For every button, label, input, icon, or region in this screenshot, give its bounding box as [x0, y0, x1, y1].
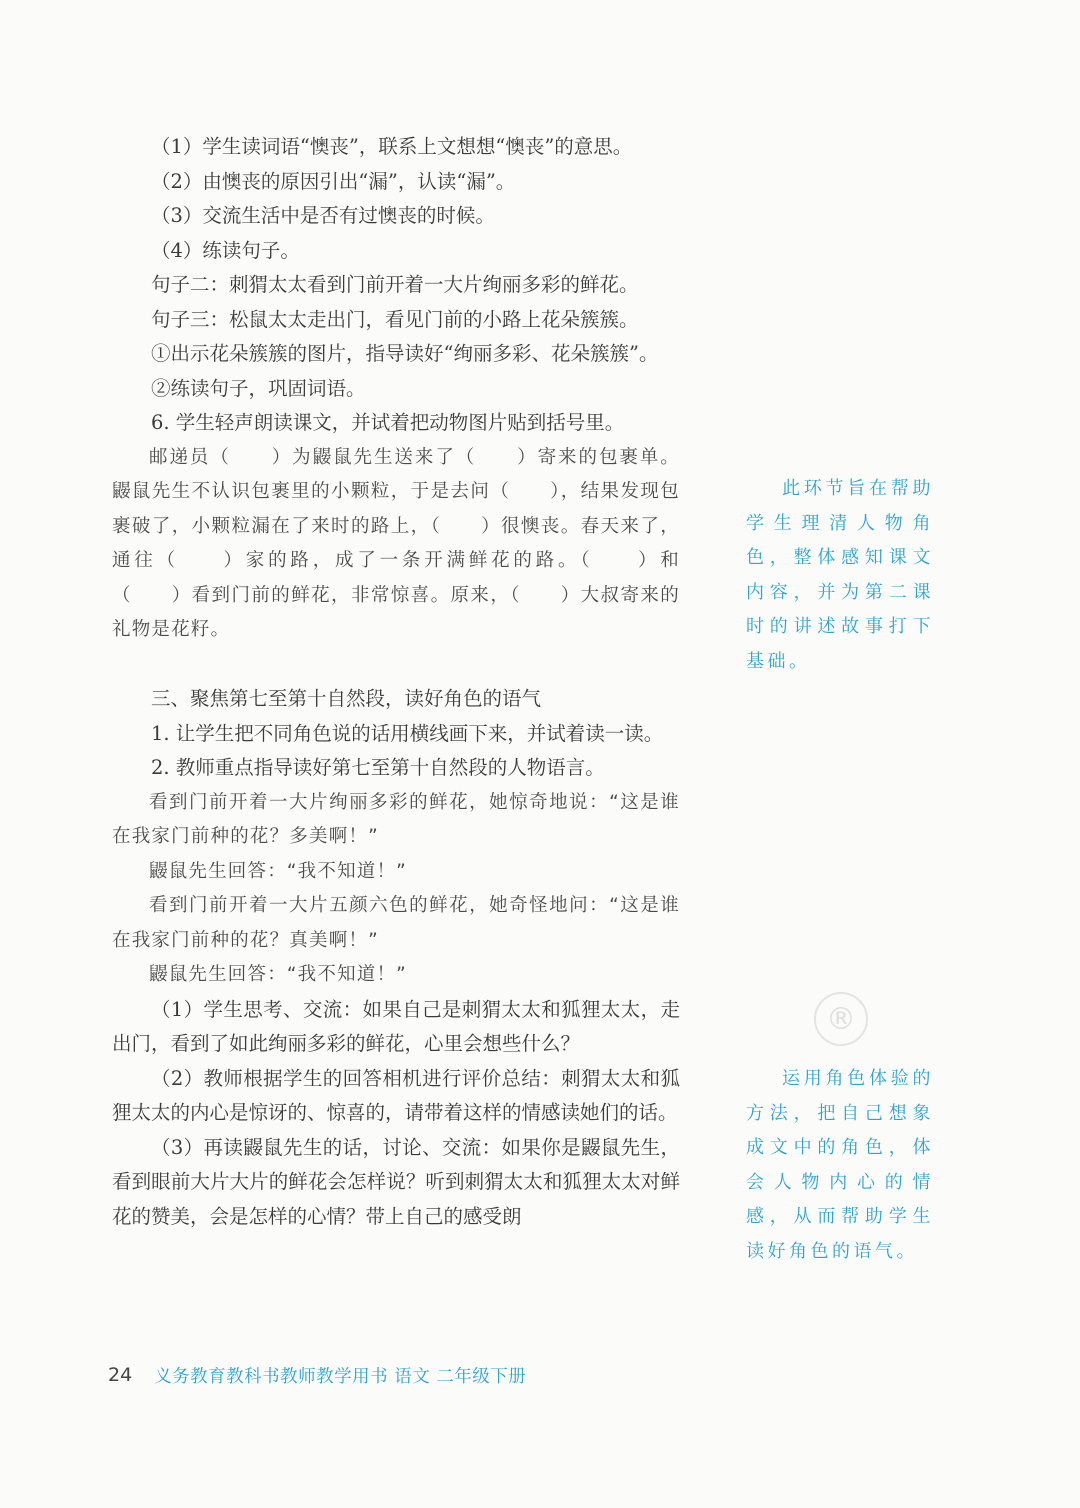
margin-note-1-text: 此环节旨在帮助学生理清人物角色，整体感知课文内容，并为第二课时的讲述故事打下基础。	[746, 478, 934, 672]
step-1-line: （1）学生读词语“懊丧”，联系上文想想“懊丧”的意思。	[151, 135, 633, 158]
discussion-step-3: （3）再读鼹鼠先生的话，讨论、交流：如果你是鼹鼠先生，看到眼前大片大片的鲜花会怎样说？听到刺猬太太和狐狸太太对鲜花的赞美，会是怎样的心情？带上自己的感受朗	[112, 1135, 680, 1228]
sub-step-2-line: ②练读句子，巩固词语。	[151, 376, 366, 400]
book-title: 义务教育教科书教师教学用书 语文 二年级下册	[154, 1366, 527, 1387]
main-text-column	[112, 130, 680, 1234]
quote-mole-reply-2: 鼹鼠先生回答：“我不知道！”	[149, 964, 407, 985]
margin-note-2-text: 运用角色体验的方法，把自己想象成文中的角色，体会人物内心的情感，从而帮助学生读好角色的语气。	[746, 1068, 934, 1262]
sub-step-1-line: ①出示花朵簇簇的图片，指导读好“绚丽多彩、花朵簇簇”。	[151, 342, 659, 365]
section-3-item-1: 1. 让学生把不同角色说的话用横线画下来，并试着读一读。	[151, 721, 664, 745]
quote-mole-reply-1: 鼹鼠先生回答：“我不知道！”	[149, 860, 407, 882]
sentence-2-line: 句子二：刺猬太太看到门前开着一大片绚丽多彩的鲜花。	[151, 273, 639, 296]
page-footer	[108, 1360, 526, 1390]
section-3-item-2: 2. 教师重点指导读好第七至第十自然段的人物语言。	[151, 756, 605, 779]
quote-fox: 看到门前开着一大片五颜六色的鲜花，她奇怪地问：“这是谁在我家门前种的花？真美啊！”	[112, 895, 680, 951]
item-6-line: 6. 学生轻声朗读课文，并试着把动物图片贴到括号里。	[151, 411, 625, 434]
discussion-step-1: （1）学生思考、交流：如果自己是刺猬太太和狐狸太太，走出门，看到了如此绚丽多彩的鲜花，心里会想些什么？	[112, 997, 680, 1055]
step-3-line: （3）交流生活中是否有过懊丧的时候。	[151, 204, 495, 227]
quote-hedgehog: 看到门前开着一大片绚丽多彩的鲜花，她惊奇地说：“这是谁在我家门前种的花？多美啊！”	[112, 791, 680, 847]
section-3-heading: 三、聚焦第七至第十自然段，读好角色的语气	[151, 687, 542, 710]
fill-in-exercise: 邮递员（ ）为鼹鼠先生送来了（ ）寄来的包裹单。鼹鼠先生不认识包裹里的小颗粒，于是去问（ ），结果发现包裹破了，小颗粒漏在了来时的路上，（ ）很懊丧。春天来了，通往（ ）家的路，成了一条开满鲜花的路。（ ）和（ ）看到门前的鲜花，非常惊喜。原来，（ ）大叔寄来的礼物是花籽。	[112, 446, 680, 640]
step-2-line: （2）由懊丧的原因引出“漏”，认读“漏”。	[151, 169, 516, 193]
discussion-step-2: （2）教师根据学生的回答相机进行评价总结：刺猬太太和狐狸太太的内心是惊讶的、惊喜的，请带着这样的情感读她们的话。	[112, 1066, 680, 1124]
registered-watermark-icon: ®	[814, 992, 868, 1046]
page-number: 24	[108, 1364, 133, 1386]
margin-note-2	[746, 1062, 934, 1269]
step-4-line: （4）练读句子。	[151, 238, 300, 262]
margin-note-1	[746, 472, 934, 679]
sentence-3-line: 句子三：松鼠太太走出门，看见门前的小路上花朵簇簇。	[151, 307, 639, 331]
section-spacer	[112, 648, 680, 683]
